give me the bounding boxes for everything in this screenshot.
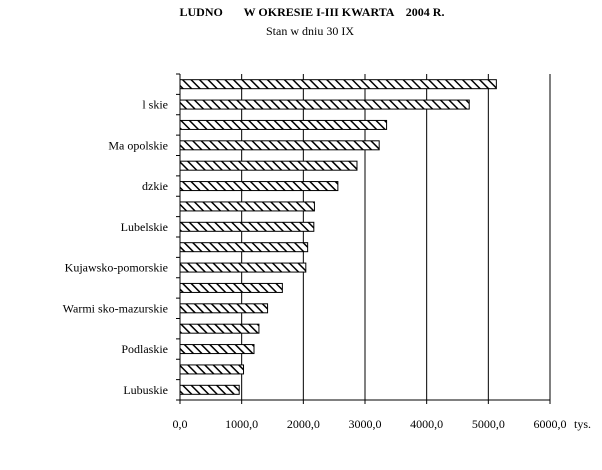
x-tick-label: 0,0 bbox=[172, 417, 188, 431]
category-label: Lubuskie bbox=[123, 382, 168, 397]
chart-subtitle: Stan w dniu 30 IX bbox=[266, 24, 354, 38]
category-label: dzkie bbox=[142, 179, 168, 194]
category-label: Ma opolskie bbox=[108, 138, 168, 153]
bar bbox=[180, 161, 357, 170]
bar bbox=[180, 324, 259, 333]
x-tick-label: 6000,0 bbox=[533, 417, 567, 431]
x-tick-label: 4000,0 bbox=[410, 417, 444, 431]
x-tick-label: 3000,0 bbox=[348, 417, 382, 431]
x-tick-labels bbox=[173, 400, 567, 431]
bar bbox=[180, 263, 306, 272]
chart-title: LUDNO W OKRESIE I-III KWARTA 2004 R. bbox=[179, 5, 445, 19]
bar bbox=[180, 345, 254, 354]
category-label: Kujawsko-pomorskie bbox=[64, 260, 168, 275]
bar bbox=[180, 202, 314, 211]
category-label: Warmi sko-mazurskie bbox=[62, 301, 168, 316]
bar bbox=[180, 182, 338, 191]
bar bbox=[180, 80, 496, 89]
bar bbox=[180, 283, 282, 292]
category-label: l skie bbox=[142, 97, 168, 112]
bars bbox=[180, 80, 496, 395]
bar bbox=[180, 365, 244, 374]
bar bbox=[180, 385, 239, 394]
bar bbox=[180, 243, 308, 252]
x-tick-label: 5000,0 bbox=[471, 417, 505, 431]
bar bbox=[180, 222, 314, 231]
bar bbox=[180, 120, 387, 129]
bar bbox=[180, 304, 268, 313]
bar bbox=[180, 100, 469, 109]
unit-label: tys. bbox=[574, 417, 592, 431]
category-label: Podlaskie bbox=[121, 342, 168, 357]
bar bbox=[180, 141, 379, 150]
x-tick-label: 2000,0 bbox=[286, 417, 320, 431]
category-label: Lubelskie bbox=[120, 219, 168, 234]
x-tick-label: 1000,0 bbox=[225, 417, 259, 431]
category-labels bbox=[63, 98, 168, 397]
